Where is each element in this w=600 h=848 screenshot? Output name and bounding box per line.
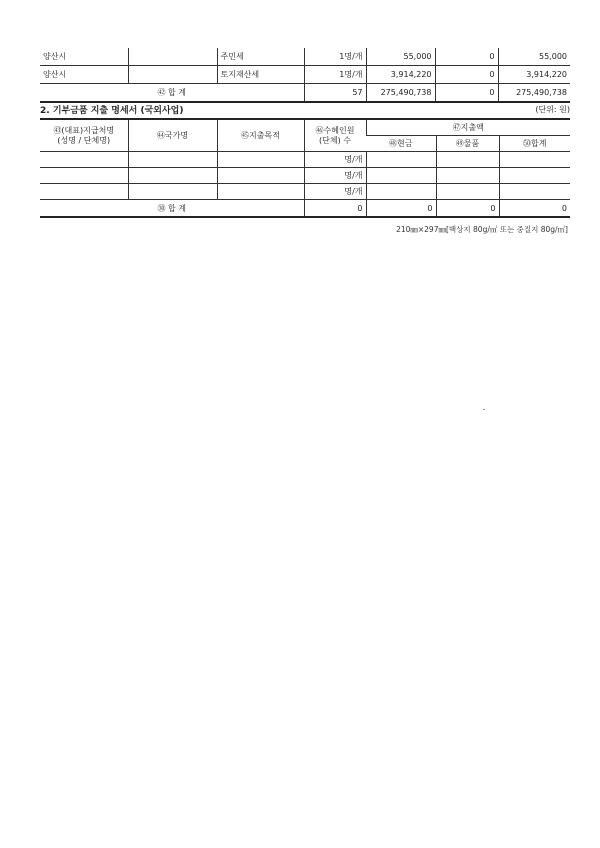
count-cell: 1명/개 — [304, 48, 366, 66]
tax-type-cell: 토지재산세 — [217, 66, 304, 84]
header-country: ㊹국가명 — [128, 119, 217, 152]
other-cell: 0 — [435, 48, 498, 66]
country-cell — [128, 168, 217, 184]
header-sum: ㊿합계 — [499, 136, 570, 152]
total-label: ㊷ 합 계 — [40, 84, 304, 103]
scan-speck — [483, 409, 485, 410]
country-cell — [128, 184, 217, 200]
donation-table-domestic — [40, 48, 570, 103]
goods-cell — [436, 152, 499, 168]
cash-cell — [366, 168, 436, 184]
header-cash: ㊽현금 — [366, 136, 436, 152]
total-beneficiaries: 0 — [304, 200, 366, 218]
beneficiaries-cell: 명/개 — [304, 152, 366, 168]
total-amount: 275,490,738 — [366, 84, 435, 103]
country-cell — [128, 152, 217, 168]
goods-cell — [436, 168, 499, 184]
empty-cell — [128, 66, 217, 84]
unit-label: (단위: 원) — [535, 105, 570, 114]
amount-cell: 55,000 — [366, 48, 435, 66]
total-cash: 0 — [366, 200, 436, 218]
table-row — [40, 152, 570, 168]
empty-cell — [128, 48, 217, 66]
header-purpose: ㊺지출목적 — [217, 119, 304, 152]
total-label: ㉚ 합 계 — [40, 200, 304, 218]
header-row — [40, 119, 570, 136]
header-goods: ㊾물품 — [436, 136, 499, 152]
total-goods: 0 — [436, 200, 499, 218]
total-cell: 55,000 — [498, 48, 570, 66]
recipient-cell — [40, 152, 128, 168]
purpose-cell — [217, 168, 304, 184]
total-count: 57 — [304, 84, 366, 103]
table-row — [40, 48, 570, 66]
total-sum: 275,490,738 — [498, 84, 570, 103]
header-expenditure: ㊼지출액 — [366, 119, 570, 136]
table-row — [40, 184, 570, 200]
header-beneficiaries: ㊻수혜인원 (단체) 수 — [304, 119, 366, 152]
beneficiaries-cell: 명/개 — [304, 184, 366, 200]
count-cell: 1명/개 — [304, 66, 366, 84]
purpose-cell — [217, 184, 304, 200]
sum-cell — [499, 184, 570, 200]
purpose-cell — [217, 152, 304, 168]
total-sum: 0 — [499, 200, 570, 218]
total-row — [40, 200, 570, 218]
recipient-cell: 양산시 — [40, 66, 128, 84]
sum-cell — [499, 168, 570, 184]
donation-table-overseas — [40, 118, 570, 218]
recipient-cell: 양산시 — [40, 48, 128, 66]
recipient-cell — [40, 168, 128, 184]
total-cell: 3,914,220 — [498, 66, 570, 84]
table-row — [40, 66, 570, 84]
goods-cell — [436, 184, 499, 200]
cash-cell — [366, 184, 436, 200]
amount-cell: 3,914,220 — [366, 66, 435, 84]
section-title: 2. 기부금품 지출 명세서 (국외사업) — [40, 106, 184, 116]
cash-cell — [366, 152, 436, 168]
paper-spec-note: 210㎜×297㎜[백상지 80g/㎡ 또는 중질지 80g/㎡] — [396, 225, 568, 234]
tax-type-cell: 주민세 — [217, 48, 304, 66]
header-recipient: ㊸(대표)지급처명 (성명 / 단체명) — [40, 119, 128, 152]
sum-cell — [499, 152, 570, 168]
other-cell: 0 — [435, 66, 498, 84]
total-row — [40, 84, 570, 103]
table-row — [40, 168, 570, 184]
recipient-cell — [40, 184, 128, 200]
total-other: 0 — [435, 84, 498, 103]
beneficiaries-cell: 명/개 — [304, 168, 366, 184]
